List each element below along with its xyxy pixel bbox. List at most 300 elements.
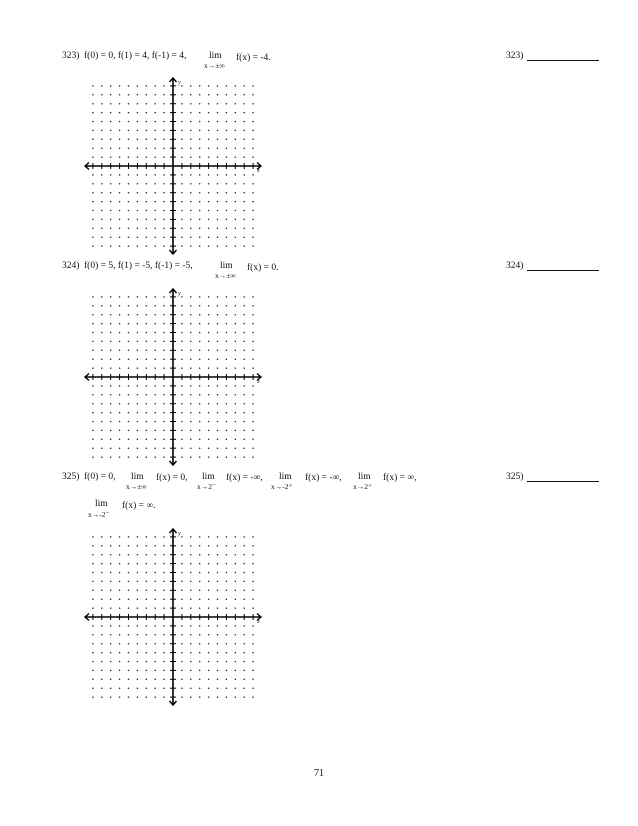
grid-dot [217,94,219,96]
grid-dot [92,412,94,414]
grid-dot [154,670,156,672]
grid-dot [110,661,112,663]
grid-dot [235,228,237,230]
grid-dot [92,121,94,123]
grid-dot [217,245,219,247]
grid-dot [181,536,183,538]
grid-dot [128,130,130,132]
answer-blank[interactable] [527,60,599,61]
grid-dot [235,210,237,212]
grid-dot [110,385,112,387]
grid-dot [110,456,112,458]
grid-dot [154,201,156,203]
grid-dot [146,670,148,672]
grid-dot [101,430,103,432]
grid-dot [208,358,210,360]
grid-dot [252,385,254,387]
grid-dot [226,687,228,689]
limit-operator: lim [202,472,215,482]
grid-dot [190,183,192,185]
grid-dot [92,219,94,221]
grid-dot [208,174,210,176]
grid-dot [101,661,103,663]
grid-dot [146,85,148,87]
grid-dot [163,634,165,636]
grid-dot [181,210,183,212]
grid-dot [190,296,192,298]
grid-dot [128,332,130,334]
grid-dot [208,183,210,185]
grid-dot [181,201,183,203]
grid-dot [181,228,183,230]
grid-dot [217,192,219,194]
grid-dot [226,358,228,360]
grid-dot [190,139,192,141]
grid-dot [226,403,228,405]
grid-dot [163,228,165,230]
grid-dot [243,130,245,132]
grid-dot [154,421,156,423]
grid-dot [199,112,201,114]
grid-dot [190,305,192,307]
grid-dot [217,536,219,538]
grid-dot [92,590,94,592]
grid-dot [252,358,254,360]
grid-dot [226,183,228,185]
grid-dot [243,245,245,247]
grid-dot [181,545,183,547]
limit-operator: lim [279,472,292,482]
grid-dot [137,103,139,105]
grid-dot [163,652,165,654]
grid-dot [119,245,121,247]
grid-dot [146,412,148,414]
grid-dot [190,147,192,149]
grid-dot [146,545,148,547]
problem-number: 324) [62,261,80,271]
grid-dot [217,174,219,176]
grid-dot [101,598,103,600]
grid-dot [137,210,139,212]
grid-dot [146,314,148,316]
grid-dot [154,85,156,87]
grid-dot [137,421,139,423]
grid-dot [226,305,228,307]
grid-dot [119,572,121,574]
grid-dot [181,103,183,105]
limit-expression: f(x) = ∞, [383,473,417,483]
page-number: 71 [314,768,324,779]
grid-dot [110,305,112,307]
grid-dot [235,358,237,360]
grid-dot [137,314,139,316]
grid-dot [154,412,156,414]
grid-dot [119,121,121,123]
grid-dot [146,581,148,583]
grid-dot [128,296,130,298]
grid-dot [154,625,156,627]
grid-dot [181,112,183,114]
grid-dot [217,456,219,458]
grid-dot [119,112,121,114]
grid-dot [101,439,103,441]
grid-dot [92,545,94,547]
grid-dot [199,94,201,96]
grid-dot [190,130,192,132]
grid-dot [217,183,219,185]
grid-dot [146,112,148,114]
grid-dot [199,634,201,636]
grid-dot [199,572,201,574]
grid-dot [163,183,165,185]
grid-dot [235,661,237,663]
grid-dot [190,332,192,334]
grid-dot [181,296,183,298]
grid-dot [235,696,237,698]
grid-dot [146,430,148,432]
grid-dot [110,314,112,316]
grid-dot [199,536,201,538]
grid-dot [128,652,130,654]
grid-dot [252,236,254,238]
grid-dot [110,412,112,414]
grid-dot [128,85,130,87]
grid-dot [92,103,94,105]
grid-dot [243,581,245,583]
grid-dot [217,296,219,298]
grid-dot [146,652,148,654]
grid-dot [92,679,94,681]
grid-dot [110,147,112,149]
grid-dot [199,625,201,627]
grid-dot [128,341,130,343]
grid-dot [128,228,130,230]
grid-dot [208,634,210,636]
grid-dot [199,85,201,87]
grid-dot [217,652,219,654]
grid-dot [110,174,112,176]
grid-dot [119,367,121,369]
grid-dot [252,245,254,247]
grid-dot [181,563,183,565]
grid-dot [154,679,156,681]
grid-dot [146,236,148,238]
grid-dot [110,430,112,432]
grid-dot [137,607,139,609]
grid-dot [154,403,156,405]
grid-dot [110,139,112,141]
grid-dot [235,367,237,369]
grid-dot [226,385,228,387]
grid-dot [128,412,130,414]
grid-dot [92,385,94,387]
grid-dot [252,121,254,123]
grid-dot [226,598,228,600]
grid-dot [154,367,156,369]
grid-dot [137,385,139,387]
grid-dot [243,590,245,592]
grid-dot [146,156,148,158]
grid-dot [226,430,228,432]
grid-dot [137,358,139,360]
grid-dot [154,210,156,212]
answer-blank[interactable] [527,270,599,271]
grid-dot [208,219,210,221]
grid-dot [128,625,130,627]
grid-dot [101,421,103,423]
grid-dot [128,394,130,396]
grid-dot [92,323,94,325]
grid-dot [101,323,103,325]
answer-blank[interactable] [527,481,599,482]
coordinate-grid-324[interactable] [80,287,270,467]
grid-dot [226,643,228,645]
grid-dot [119,643,121,645]
grid-dot [235,563,237,565]
limit-operator: lim [131,472,144,482]
grid-dot [181,341,183,343]
grid-dot [137,696,139,698]
grid-dot [199,103,201,105]
grid-dot [235,139,237,141]
grid-dot [154,545,156,547]
grid-dot [199,350,201,352]
grid-dot [243,147,245,149]
grid-dot [119,228,121,230]
grid-dot [137,634,139,636]
grid-dot [119,139,121,141]
grid-dot [92,305,94,307]
grid-dot [181,350,183,352]
grid-dot [217,430,219,432]
grid-dot [119,305,121,307]
grid-dot [235,607,237,609]
grid-dot [119,219,121,221]
x-axis-label: x [257,619,260,625]
grid-dot [128,201,130,203]
grid-dot [128,367,130,369]
grid-dot [190,350,192,352]
grid-dot [137,156,139,158]
grid-dot [101,174,103,176]
grid-dot [110,121,112,123]
grid-dot [226,314,228,316]
grid-dot [190,210,192,212]
grid-dot [146,598,148,600]
grid-dot [163,545,165,547]
grid-dot [110,341,112,343]
grid-dot [154,634,156,636]
grid-dot [181,581,183,583]
grid-dot [252,156,254,158]
grid-dot [235,430,237,432]
grid-dot [92,183,94,185]
grid-dot [243,236,245,238]
grid-dot [190,536,192,538]
grid-dot [110,219,112,221]
grid-dot [92,367,94,369]
grid-dot [110,679,112,681]
grid-dot [226,439,228,441]
grid-dot [128,572,130,574]
grid-dot [128,430,130,432]
grid-dot [217,670,219,672]
grid-dot [92,314,94,316]
grid-dot [217,607,219,609]
grid-dot [217,341,219,343]
grid-dot [110,245,112,247]
grid-dot [137,112,139,114]
grid-dot [154,103,156,105]
grid-dot [101,147,103,149]
grid-dot [243,314,245,316]
grid-dot [137,403,139,405]
grid-dot [199,581,201,583]
grid-dot [190,696,192,698]
grid-dot [199,545,201,547]
grid-dot [146,228,148,230]
grid-dot [163,156,165,158]
grid-dot [101,625,103,627]
grid-dot [163,394,165,396]
grid-dot [163,358,165,360]
grid-dot [110,687,112,689]
x-axis-label: x [257,168,260,174]
grid-dot [243,670,245,672]
grid-dot [101,554,103,556]
grid-dot [128,192,130,194]
grid-dot [199,296,201,298]
grid-dot [243,598,245,600]
grid-dot [252,598,254,600]
grid-dot [208,139,210,141]
grid-dot [181,696,183,698]
grid-dot [208,103,210,105]
grid-dot [226,245,228,247]
grid-dot [128,236,130,238]
grid-dot [154,192,156,194]
grid-dot [235,439,237,441]
grid-dot [235,581,237,583]
grid-dot [137,305,139,307]
grid-dot [235,192,237,194]
grid-dot [252,147,254,149]
grid-dot [252,456,254,458]
grid-dot [226,156,228,158]
grid-dot [235,670,237,672]
y-axis-label: y [178,291,181,297]
coordinate-grid-325[interactable] [80,527,270,707]
grid-dot [101,201,103,203]
problem-conditions: f(0) = 5, f(1) = -5, f(-1) = -5, [84,261,193,271]
grid-dot [163,112,165,114]
grid-dot [128,643,130,645]
grid-dot [101,94,103,96]
grid-dot [235,679,237,681]
grid-dot [181,643,183,645]
grid-dot [217,447,219,449]
grid-dot [235,350,237,352]
grid-dot [110,598,112,600]
grid-dot [208,652,210,654]
grid-dot [92,236,94,238]
grid-dot [128,219,130,221]
grid-dot [137,545,139,547]
grid-dot [208,130,210,132]
grid-dot [137,332,139,334]
grid-dot [101,228,103,230]
coordinate-grid-323[interactable] [80,76,270,256]
grid-dot [199,201,201,203]
grid-dot [208,314,210,316]
grid-dot [199,219,201,221]
grid-dot [235,201,237,203]
grid-dot [137,228,139,230]
grid-dot [226,210,228,212]
grid-dot [252,447,254,449]
grid-dot [252,139,254,141]
grid-dot [146,607,148,609]
grid-dot [154,323,156,325]
grid-dot [252,554,254,556]
grid-dot [110,696,112,698]
grid-dot [128,305,130,307]
grid-dot [128,183,130,185]
grid-dot [199,394,201,396]
grid-dot [92,634,94,636]
grid-dot [217,147,219,149]
grid-dot [208,536,210,538]
grid-dot [110,563,112,565]
grid-dot [154,439,156,441]
grid-dot [154,156,156,158]
grid-dot [199,305,201,307]
grid-dot [190,590,192,592]
grid-dot [128,323,130,325]
grid-dot [101,607,103,609]
grid-dot [243,394,245,396]
grid-dot [101,581,103,583]
grid-dot [190,394,192,396]
grid-dot [101,536,103,538]
grid-dot [163,643,165,645]
grid-dot [119,607,121,609]
grid-dot [199,341,201,343]
grid-dot [119,403,121,405]
grid-dot [110,590,112,592]
grid-dot [128,679,130,681]
grid-dot [163,456,165,458]
grid-dot [137,598,139,600]
grid-dot [252,314,254,316]
grid-dot [217,305,219,307]
grid-dot [101,332,103,334]
grid-dot [243,554,245,556]
grid-dot [199,245,201,247]
grid-dot [226,670,228,672]
grid-dot [137,139,139,141]
grid-dot [110,536,112,538]
grid-dot [208,385,210,387]
grid-dot [101,236,103,238]
grid-dot [110,367,112,369]
grid-dot [235,643,237,645]
grid-dot [119,554,121,556]
grid-dot [226,607,228,609]
grid-dot [243,563,245,565]
grid-dot [92,572,94,574]
grid-dot [252,687,254,689]
